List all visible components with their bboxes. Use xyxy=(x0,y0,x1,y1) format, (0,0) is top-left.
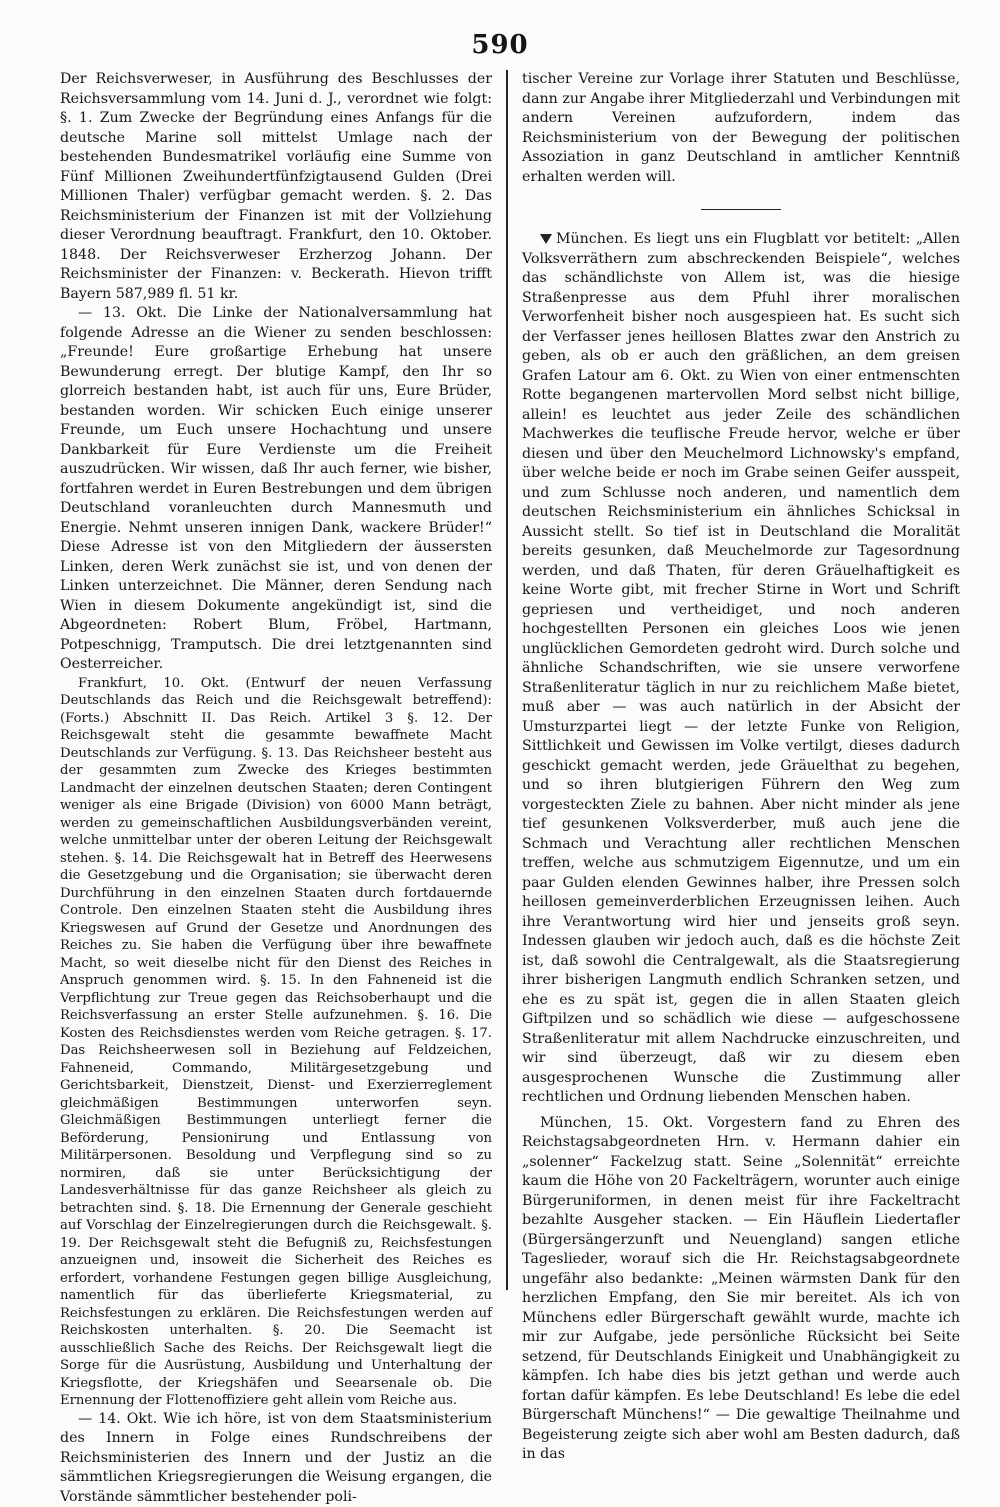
right-column xyxy=(522,70,960,1295)
address-paragraph: — 13. Okt. Die Linke der Nationalversammlung hat folgende Adresse an die Wiener zu senden beschlossen: „Freunde! Eure großartige Erhebung hat unsere Bewunderung erregt. Der blutige Kampf, den Ihr so glorreich bestanden habt, ist auch für uns, Eure Brüder, bestanden worden. Wir schicken Euch einige unserer Freunde, um Euch unsere Hochachtung und unsere Dankbarkeit für Eure Verdienste um die Freiheit auszudrücken. Wir wissen, daß Ihr auch ferner, wie bisher, fortfahren werdet in Euren Bestrebungen und dem übrigen Deutschland voranleuchten durch Mannesmuth und Energie. Nehmt unseren innigen Dank, wackere Brüder!“ Diese Adresse ist von den Mitgliedern der äussersten Linken, deren Werk zunächst sie ist, und von denen der Linken unterzeichnet. Die Männer, deren Sendung nach Wien in diesem Dokumente angekündigt ist, sind die Abgeordneten: Robert Blum, Fröbel, Hartmann, Potpeschnigg, Tramputsch. Die drei letztgenannten sind Oesterreicher. xyxy=(60,304,492,675)
munich-pamphlet-paragraph xyxy=(522,230,960,1108)
page-number: 590 xyxy=(0,30,1000,60)
munich-torchlight-paragraph: München, 15. Okt. Vorgestern fand zu Ehren des Reichstagsabgeordneten Hrn. v. Hermann dahier ein „solenner“ Fackelzug statt. Seine „Solennität“ erreichte kaum die Höhe von 20 Fackelträgern, worunter auch einige Bürgeruniformen, in denen meist für ihre Fackeltracht bezahlte Ausgeher stacken. — Ein Häuflein Liedertafler (Bürgersängerzunft und Neuengland) sangen etliche Tageslieder, worauf sich die Hr. Reichstagsabgeordnete ungefähr also bedankte: „Meinen wärmsten Dank für den herzlichen Empfang, den Sie mir bereitet. Als ich von Münchens edler Bürgerschaft gewählt wurde, machte ich mir zur Aufgabe, jede persönliche Rücksicht bei Seite setzend, für Deutschlands Einigkeit und Unabhängigkeit zu kämpfen. Ich habe dies bis jetzt gethan und werde auch fortan dafür kämpfen. Es lebe Deutschland! Es lebe die edel Bürgerschaft Münchens!“ — Die gewaltige Theilnahme und Begeisterung zeigte sich aber wohl am Besten dadurch, daß in das xyxy=(522,1114,960,1465)
section-rule xyxy=(701,209,781,210)
left-column xyxy=(60,70,492,1295)
continuation-paragraph: tischer Vereine zur Vorlage ihrer Statuten und Beschlüsse, dann zur Angabe ihrer Mitgliederzahl und Verbindungen mit andern Vereinen aufzufordern, indem das Reichsministerium von der Bewegung der politischen Assoziation in ganz Deutschland in amtlicher Kenntniß erhalten werden will. xyxy=(522,70,960,187)
column-divider xyxy=(506,70,508,1290)
ministry-paragraph: — 14. Okt. Wie ich höre, ist von dem Staatsministerium des Innern in Folge eines Rundschreibens der Reichsministerien des Innern und der Justiz an die sämmtlichen Kriegsregierungen die Weisung ergangen, die Vorstände sämmtlicher bestehender poli- xyxy=(60,1410,492,1507)
decree-paragraph: Der Reichsverweser, in Ausführung des Beschlusses der Reichsversammlung vom 14. Juni d. J., verordnet wie folgt: §. 1. Zum Zwecke der Begründung eines Anfangs für die deutsche Marine soll mittelst Umlage nach der bestehenden Bundesmatrikel vorläufig eine Summe von Fünf Millionen Zweihundertfünfzigtausend Gulden (Drei Millionen Thaler) verfügbar gemacht werden. §. 2. Das Reichsministerium der Finanzen ist mit der Vollziehung dieser Verordnung beauftragt. Frankfurt, den 10. Oktober. 1848. Der Reichsverweser Erzherzog Johann. Der Reichsminister der Finanzen: v. Beckerath. Hievon trifft Bayern 587,989 fl. 51 kr. xyxy=(60,70,492,304)
constitution-paragraph: Frankfurt, 10. Okt. (Entwurf der neuen Verfassung Deutschlands das Reich und die Reichsgewalt betreffend): (Forts.) Abschnitt II. Das Reich. Artikel 3 §. 12. Der Reichsgewalt steht die gesammte bewaffnete Macht Deutschlands zur Verfügung. §. 13. Das Reichsheer besteht aus der gesammten zum Zwecke des Krieges bestimmten Landmacht der einzelnen deutschen Staaten; deren Contingent weniger als eine Brigade (Division) von 6000 Mann beträgt, werden zu gemeinschaftlichen Ausbildungsverbänden vereint, welche unmittelbar unter der oberen Leitung der Reichsgewalt stehen. §. 14. Die Reichsgewalt hat in Betreff des Heerwesens die Gesetzgebung und die Organisation; sie überwacht deren Durchführung in den einzelnen Staaten durch fortdauernde Controle. Den einzelnen Staaten steht die Ausbildung ihres Kriegswesen auf Grund der Gesetze und Anordnungen des Reiches zu. Sie haben die Verfügung über ihre bewaffnete Macht, so weit dieselbe nicht für den Dienst des Reiches in Anspruch genommen wird. §. 15. In den Fahneneid ist die Verpflichtung zur Treue gegen das Reichsoberhaupt und die Reichsverfassung an erster Stelle aufzunehmen. §. 16. Die Kosten des Reichsdienstes werden vom Reiche getragen. §. 17. Das Reichsheerwesen soll in Beziehung auf Feldzeichen, Fahneneid, Commando, Militärgesetzgebung und Gerichtsbarkeit, Dienstzeit, Dienst- und Exerzierreglement gleichmäßigen Bestimmungen unterworfen seyn. Gleichmäßigen Bestimmungen unterliegt ferner die Beförderung, Pensionirung und Entlassung von Militärpersonen. Besoldung und Verpflegung sind so zu normiren, daß sie unter Berücksichtigung der Landesverhältnisse für das ganze Reichsheer als gleich zu betrachten sind. §. 18. Die Ernennung der Generale geschieht auf Vorschlag der Einzelregierungen durch die Reichsgewalt. §. 19. Der Reichsgewalt steht die Befugniß zu, Reichsfestungen anzueignen und, insoweit die Sicherheit des Reiches es erfordert, vorhandene Festungen gegen billige Ausgleichung, namentlich für das überlieferte Kriegsmaterial, zu Reichsfestungen zu erklären. Die Reichsfestungen werden auf Reichskosten unterhalten. §. 20. Die Seemacht ist ausschließlich Sache des Reichs. Der Reichsgewalt liegt die Sorge für die Ausrüstung, Ausbildung und Unterhaltung der Kriegsflotte, der Kriegshäfen und Seearsenale ob. Die Ernennung der Flottenoffiziere geht allein vom Reiche aus. xyxy=(60,675,492,1410)
triangle-marker-icon xyxy=(540,234,552,244)
munich-pamphlet-text: München. Es liegt uns ein Flugblatt vor betitelt: „Allen Volksverräthern zum abschreckenden Beispiele“, welches das schändlichste von Allem ist, was die hiesige Straßenpresse aus dem Pfuhl ihrer moralischen Verworfenheit bisher noch ausgespieen hat. Es sucht sich der Verfasser jenes heillosen Blattes zwar den Anstrich zu geben, als ob er auch den gräßlichen, an dem greisen Grafen Latour am 6. Okt. zu Wien von einer entmenschten Rotte begangenen martervollen Mord selbst nicht billige, allein! es leuchtet aus jeder Zeile des schändlichen Machwerkes die teuflische Freude hervor, welche er über diesen und über den Meuchelmord Lichnowsky's empfand, über welche beide er noch im Grabe seinen Geifer ausspeit, und zum Schlusse noch anderen, und namentlich dem deutschen Reichsministerium ein ähnliches Schicksal in Aussicht stellt. So tief ist in Deutschland die Moralität bereits gesunken, daß Meuchelmorde zur Tagesordnung werden, und daß Thaten, für deren Gräuelhaftigkeit es keine Worte gibt, mit frecher Stirne in Wort und Schrift gepriesen und vertheidiget, und noch anderen hochgestellten Personen ein gleiches Loos wie jenen unglücklichen Gemordeten gedroht wird. Durch solche und ähnliche Schandschriften, wie sie unsere verworfene Straßenliteratur täglich in nur zu reichlichem Maße bietet, muß aber — was auch natürlich in der Absicht der Umsturzpartei liegt — der letzte Funke von Religion, Sittlichkeit und Gewissen im Volke vertilgt, dieses dadurch geschickt gemacht werden, jede Gräuelthat zu begehen, und so ihren blutgierigen Führern den Weg zum vorgesteckten Ziele zu bahnen. Aber nicht minder als jene tief gesunkenen Volksverderber, muß auch jene die Schmach und Verachtung aller rechtlichen Menschen treffen, welche aus schmutzigem Eigennutze, und um ein paar Gulden elenden Gewinnes halber, ihre Pressen solch heillosen gemeinverderblichen Erzeugnissen leihen. Auch ihre Verantwortung wird hier und jenseits groß seyn. Indessen glauben wir jedoch auch, daß es die höchste Zeit ist, daß sowohl die Centralgewalt, als die Staatsregierung ihrer bisherigen Langmuth endlich Schranken setzen, und ehe es zu spät ist, gegen die in allen Staaten gleich Giftpilzen und so schädlich wie diese — aufgeschossene Straßenliteratur mit allem Nachdrucke einzuschreiten, und wir sind überzeugt, daß wir zu diesem eben ausgesprochenen Wunsche die Zustimmung aller rechtlichen und Ordnung liebenden Menschen haben. xyxy=(522,231,960,1105)
